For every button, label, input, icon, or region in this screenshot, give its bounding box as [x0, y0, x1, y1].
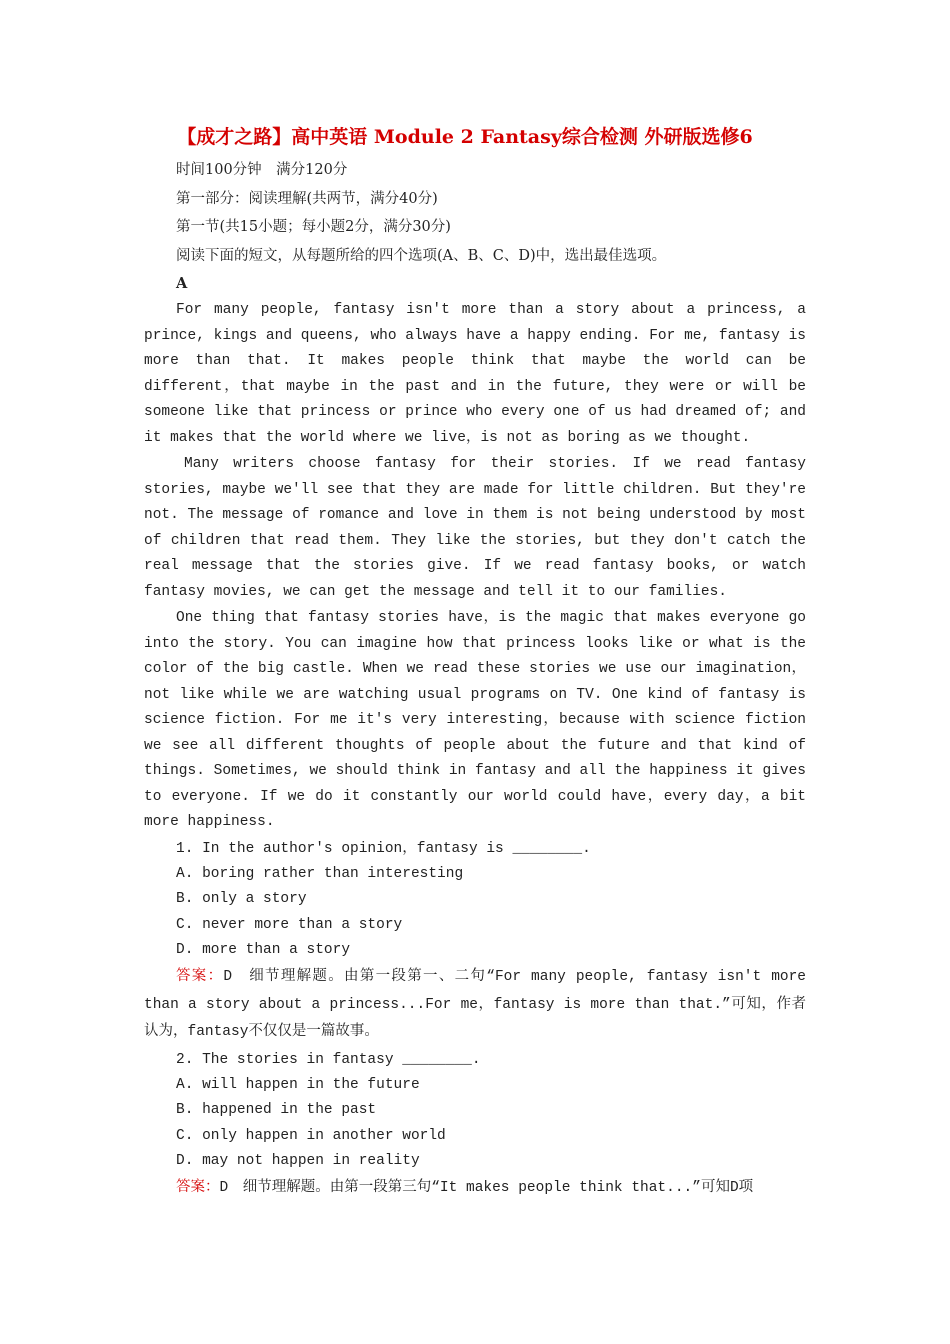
answer-label: 答案：: [176, 1179, 220, 1196]
document-page: [144, 120, 806, 1204]
answer-label: 答案：: [176, 968, 224, 985]
option-c: C. never more than a story: [176, 916, 403, 933]
passage-paragraph-1: For many people, fantasy isn't more than a story about a princess, a prince, kings and queens, who always have a happy ending. For me, fantasy is more than that. It makes people think that maybe the world can be different，that maybe in the past and in the future, they were or will be someone like that princess or prince who every one of us had dreamed of; and it makes that the world where we live，is not as boring as we thought.: [144, 302, 806, 446]
option-d: D. may not happen in reality: [176, 1153, 420, 1170]
passage-label: A: [176, 275, 188, 292]
option-b: B. happened in the past: [176, 1102, 377, 1119]
part-heading: 第一部分：阅读理解(共两节，满分40分): [176, 190, 438, 207]
option-a: A. boring rather than interesting: [176, 866, 464, 882]
question-stem: 1. In the author's opinion，fantasy is ________.: [176, 840, 591, 857]
exam-info: 时间100分钟 满分120分: [176, 162, 348, 178]
question-stem: 2. The stories in fantasy ________.: [176, 1051, 481, 1068]
question-1: [144, 837, 806, 1047]
passage-paragraph-3: One thing that fantasy stories have，is the magic that makes everyone go into the story. You can imagine how that princess looks like or what is the color of the big castle. When we read these stories we use our imagination，not like while we are watching usual programs on TV. One kind of fantasy is science fiction. For me it's very interesting，because with science fiction we see all different thoughts of people about the future and that kind of things. Sometimes, we should think in fantasy and all the happiness it gives to everyone. If we do it constantly our world could have，every day，a bit more happiness.: [144, 610, 806, 830]
section-heading: 第一节(共15小题；每小题2分，满分30分): [176, 219, 451, 235]
answer-explanation: [144, 1174, 806, 1203]
option-d: D. more than a story: [176, 941, 351, 958]
option-b: B. only a story: [176, 891, 307, 908]
instructions: 阅读下面的短文，从每题所给的四个选项(A、B、C、D)中，选出最佳选项。: [176, 247, 667, 264]
answer-text: D 细节理解题。由第一段第三句“It makes people think that...”可知D项: [219, 1180, 754, 1197]
answer-text: D 细节理解题。由第一段第一、二句“For many people, fantasy isn't more than a story about a princess...For me，fantasy is more than that.”可知，作者认为，fantasy不仅仅是一篇故事。: [144, 969, 806, 1041]
answer-explanation: [144, 963, 806, 1047]
document-title: 【成才之路】高中英语 Module 2 Fantasy综合检测 外研版选修6: [177, 126, 753, 148]
option-c: C. only happen in another world: [176, 1127, 446, 1144]
question-2: [144, 1048, 806, 1203]
option-a: A. will happen in the future: [176, 1077, 420, 1094]
passage-paragraph-2: Many writers choose fantasy for their stories. If we read fantasy stories, maybe we'll see that they are made for little children. But they're not. The message of romance and love in them is not being understood by most of children that read them. They like the stories, but they don't catch the real message that the stories give. If we read fantasy books, or watch fantasy movies, we can get the message and tell it to our families.: [144, 456, 806, 600]
